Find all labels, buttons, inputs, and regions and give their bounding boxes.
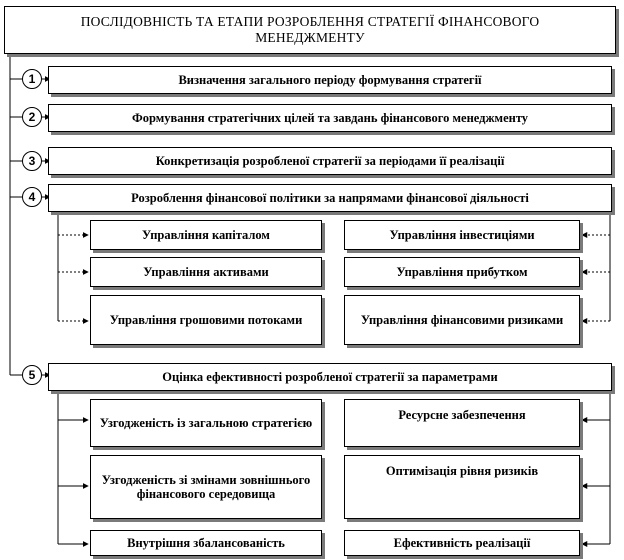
- step-5-box: [48, 363, 612, 391]
- step-1-number: 1: [22, 69, 42, 89]
- step5-resource-provision: Ресурсне забезпечення: [344, 399, 580, 447]
- step4-capital-management: Управління капіталом: [90, 220, 322, 250]
- step4-risk-management: Управління фінансовими ризиками: [344, 295, 580, 345]
- step5-internal-balance: Внутрішня збалансованість: [90, 530, 322, 556]
- step-5-number: 5: [22, 365, 42, 385]
- step4-cash-flow-management: Управління грошовими потоками: [90, 295, 322, 345]
- step5-strategy-consistency: Узгодженість із загальною стратегією: [90, 399, 322, 447]
- step-2-label: Формування стратегічних цілей та завдань фінансового менеджменту: [131, 110, 529, 125]
- diagram-title-text: ПОСЛІДОВНІСТЬ ТА ЕТАПИ РОЗРОБЛЕННЯ СТРАТЕГІЇ ФІНАНСОВОГО МЕНЕДЖМЕНТУ: [80, 14, 540, 45]
- step4-assets-management: Управління активами: [90, 257, 322, 287]
- step-2-number: 2: [22, 107, 42, 127]
- step4-investment-management: Управління інвестиціями: [344, 220, 580, 250]
- step-5-label: Оцінка ефективності розробленої стратегії за параметрами: [162, 369, 498, 384]
- step-1-label: Визначення загального періоду формування стратегії: [178, 72, 482, 87]
- step4-profit-management: Управління прибутком: [344, 257, 580, 287]
- step-1-box: [48, 66, 612, 94]
- step-4-box: [48, 184, 612, 212]
- step-4-label: Розроблення фінансової політики за напрямами фінансової діяльності: [131, 190, 529, 205]
- step5-implementation-efficiency: Ефективність реалізації: [344, 530, 580, 556]
- step-3-number: 3: [22, 151, 42, 171]
- step-4-number: 4: [22, 187, 42, 207]
- diagram-title: [4, 6, 616, 54]
- step5-environment-consistency: Узгодженість зі змінами зовнішнього фінансового середовища: [90, 455, 322, 519]
- step5-risk-optimization: Оптимізація рівня ризиків: [344, 455, 580, 519]
- step-2-box: [48, 104, 612, 132]
- step-3-label: Конкретизація розробленої стратегії за періодами її реалізації: [155, 153, 505, 168]
- step-3-box: [48, 147, 612, 175]
